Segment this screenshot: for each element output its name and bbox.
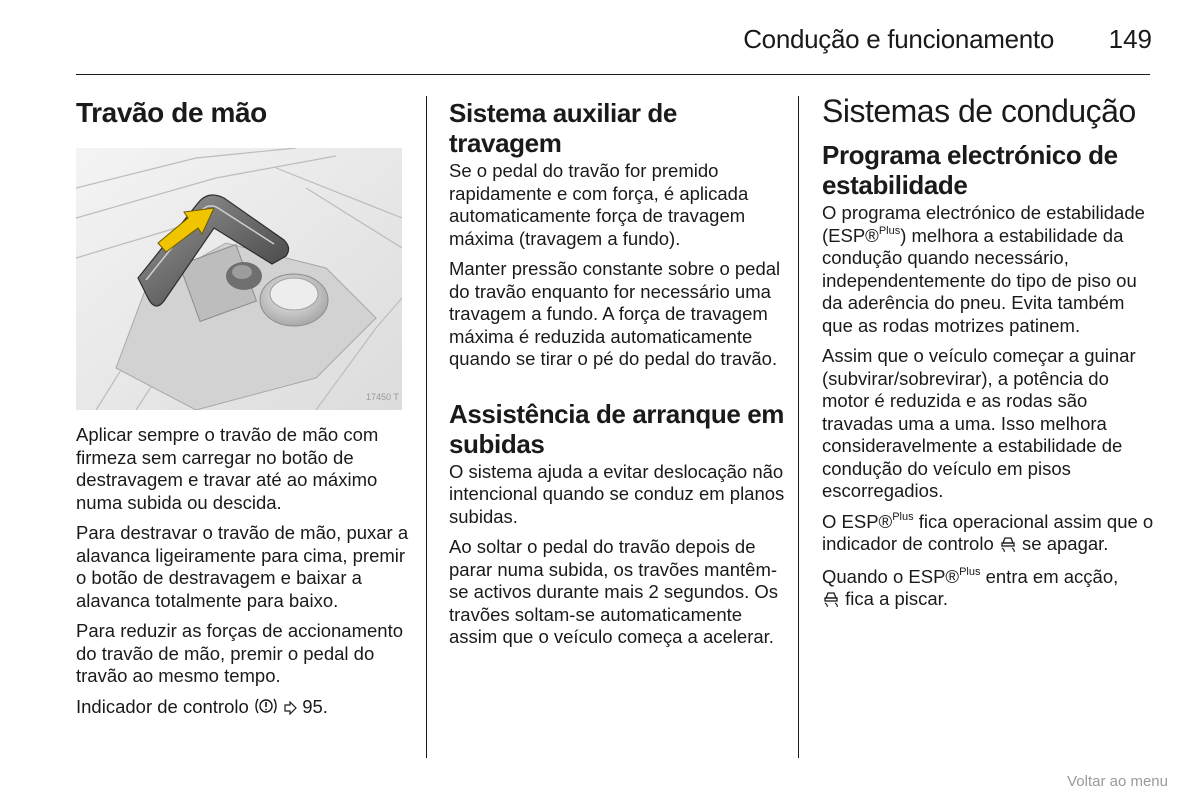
column-divider-1 xyxy=(426,96,427,758)
text-span: se apagar. xyxy=(1016,533,1109,554)
column-divider-2 xyxy=(798,96,799,758)
back-to-menu-link[interactable]: Voltar ao menu xyxy=(1067,773,1168,790)
text-span: Quando o ESP® xyxy=(822,565,960,587)
esp-skid-car-icon xyxy=(999,534,1017,558)
indicator-label: Indicador de controlo xyxy=(76,695,249,717)
paragraph: Assim que o veículo começar a guinar (subvirar/sobrevirar), a potência do motor é reduzida e as rodas são travadas uma a uma. Isso melhora consideravelmente a estabilidade de condução do veículo em pisos escorregadios. xyxy=(822,345,1136,501)
heading-brake-assist: Sistema auxiliar de travagem xyxy=(449,98,677,158)
paragraph xyxy=(822,202,1158,337)
paragraph: Manter pressão constante sobre o pedal do travão enquanto for necessário uma travagem a fundo. A força de travagem máxima é reduzida automaticamente quando se tirar o pé do pedal do travão. xyxy=(449,258,781,369)
parking-brake-figure xyxy=(76,148,402,410)
heading-parking-brake: Travão de mão xyxy=(76,97,267,128)
paragraph: Para destravar o travão de mão, puxar a alavanca ligeiramente para cima, premir o botão de destravagem e baixar a alavanca totalmente para baixo. xyxy=(76,522,409,611)
heading-hill-start-assist: Assistência de arranque em subidas xyxy=(449,398,784,459)
text-span: O programa electrónico de estabilidade (ESP® xyxy=(822,202,1145,246)
paragraph xyxy=(822,511,1158,558)
page-number: 149 xyxy=(1108,24,1152,54)
indicator-line xyxy=(76,696,410,721)
superscript: Plus xyxy=(959,565,981,578)
reference-arrow-icon xyxy=(283,698,297,721)
column-brake-assist xyxy=(449,92,787,657)
paragraph: O sistema ajuda a evitar deslocação não intencional quando se conduz em planos subidas. xyxy=(449,460,785,527)
column-driving-systems xyxy=(822,92,1158,621)
paragraph: Aplicar sempre o travão de mão com firmeza sem carregar no botão de destravagem e travar até ao máximo numa subida ou descida. xyxy=(76,424,379,513)
esp-skid-car-icon xyxy=(822,589,840,613)
header-title: Condução e funcionamento xyxy=(743,24,1054,54)
superscript: Plus xyxy=(892,510,914,523)
paragraph: Ao soltar o pedal do travão depois de parar numa subida, os travões mantêm-se activos durante mais 2 segundos. Os travões soltam-se automaticamente assim que o veículo começa a acelerar. xyxy=(449,536,779,647)
brake-warning-icon xyxy=(254,697,278,721)
superscript: Plus xyxy=(878,224,901,237)
paragraph: Se o pedal do travão for premido rapidamente e com força, é aplicada automaticamente força de travagem máxima (travagem a fundo). xyxy=(449,160,749,249)
text-span: O ESP® xyxy=(822,510,893,532)
section-title: Sistemas de condução xyxy=(822,93,1136,129)
figure-code: 17450 T xyxy=(366,392,399,402)
text-span: fica a piscar. xyxy=(840,588,948,609)
header-rule xyxy=(76,74,1150,75)
text-span: fica operacional assim que o indicador de controlo xyxy=(822,510,1154,554)
page-reference: 95. xyxy=(302,695,328,717)
text-span: entra em acção, xyxy=(980,565,1119,587)
heading-esp: Programa electrónico de estabilidade xyxy=(822,140,1118,200)
text-span: ) melhora a estabilidade da condução quando necessário, independentemente do tipo de piso ou da aderência do pneu. Evita também que as rodas motrizes patinem. xyxy=(822,224,1137,336)
paragraph: Para reduzir as forças de accionamento do travão de mão, premir o pedal do travão ao mesmo tempo. xyxy=(76,620,404,686)
paragraph xyxy=(822,566,1158,613)
column-parking-brake xyxy=(76,92,410,728)
